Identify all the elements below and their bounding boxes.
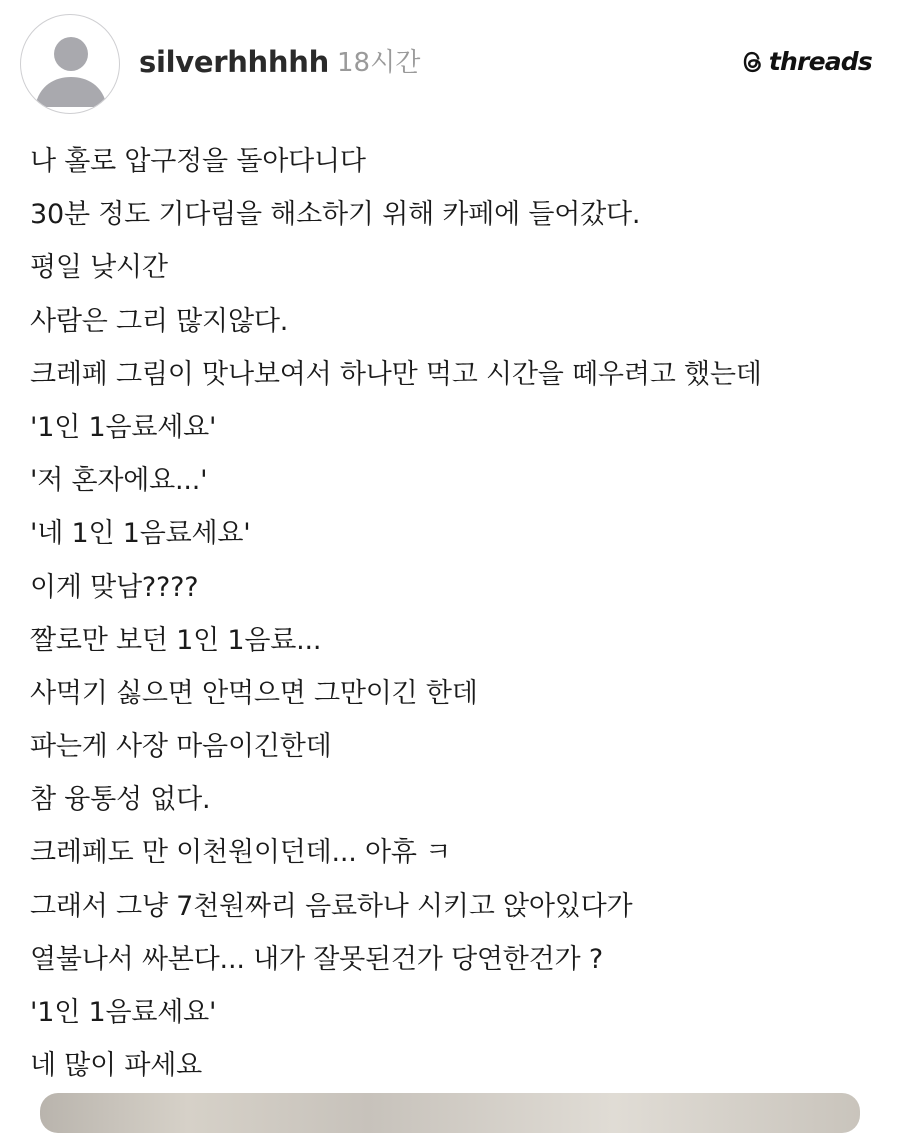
post-line: 평일 낮시간: [30, 252, 168, 284]
post-header: [0, 0, 900, 128]
threads-logo-icon: [743, 51, 763, 73]
post-line: 30분 정도 기다림을 해소하기 위해 카페에 들어갔다.: [30, 199, 641, 231]
username[interactable]: silverhhhhh: [139, 45, 329, 79]
post-body: [30, 135, 880, 1092]
post-line: 열불나서 싸본다... 내가 잘못된건가 당연한건가 ?: [30, 943, 603, 975]
post-line: 사먹기 싫으면 안먹으면 그만이긴 한데: [30, 677, 478, 709]
threads-brand[interactable]: [743, 46, 872, 78]
post-line: 크레페 그림이 맛나보여서 하나만 먹고 시간을 떼우려고 했는데: [30, 358, 762, 390]
post-line: 네 많이 파세요: [30, 1050, 203, 1082]
post-line: '저 혼자에요...': [30, 465, 208, 497]
threads-brand-label: threads: [768, 47, 872, 76]
avatar[interactable]: [20, 14, 120, 114]
post-timestamp: 18시간: [337, 48, 421, 78]
post-media-preview[interactable]: [40, 1093, 860, 1133]
post-line: 사람은 그리 많지않다.: [30, 305, 289, 337]
post-line: 파는게 사장 마음이긴한데: [30, 731, 332, 763]
post-line: 이게 맞남????: [30, 571, 199, 603]
post-line: 크레페도 만 이천원이던데... 아휴 ㅋ: [30, 837, 452, 869]
post-line: '네 1인 1음료세요': [30, 518, 251, 550]
post-line: 그래서 그냥 7천원짜리 음료하나 시키고 앉아있다가: [30, 890, 633, 922]
default-avatar-icon: [21, 15, 120, 114]
post-line: 나 홀로 압구정을 돌아다니다: [30, 146, 366, 177]
post-line: 참 융통성 없다.: [30, 784, 211, 816]
post-line: '1인 1음료세요': [30, 997, 217, 1028]
post-line: '1인 1음료세요': [30, 411, 217, 443]
post-line: 짤로만 보던 1인 1음료...: [30, 624, 322, 656]
